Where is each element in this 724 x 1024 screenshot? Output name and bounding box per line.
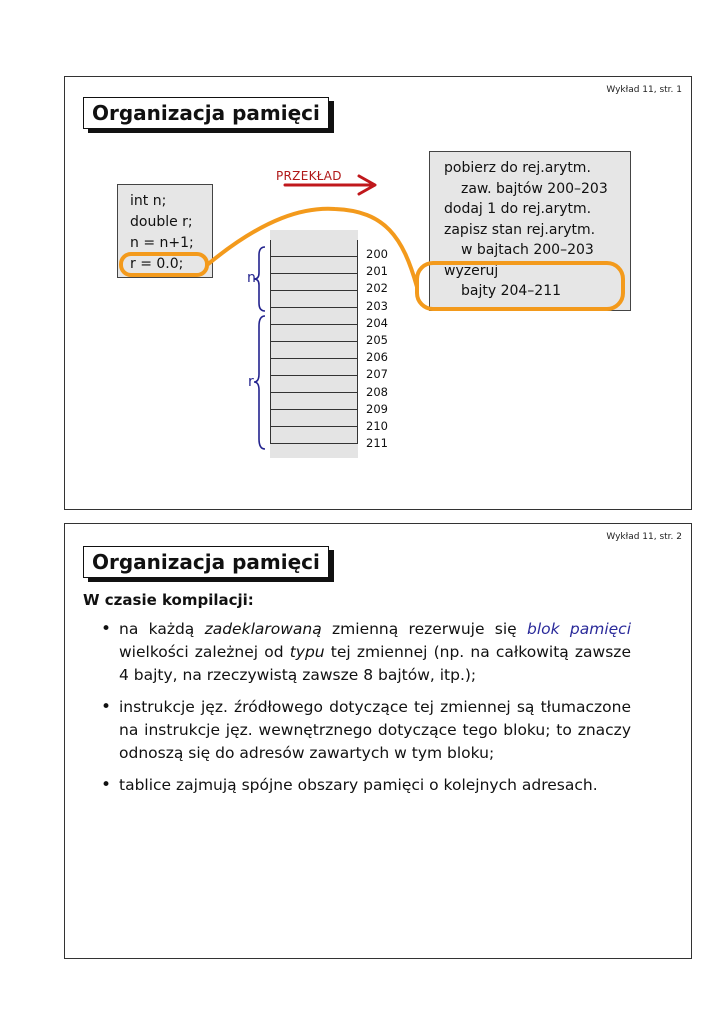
memory-cell — [270, 342, 358, 359]
memory-cell — [270, 240, 358, 257]
address-label: 202 — [366, 281, 388, 296]
slide-1 — [64, 76, 692, 510]
memory-cell — [270, 376, 358, 393]
memory-cell — [270, 308, 358, 325]
code-line: n = n+1; — [130, 235, 194, 251]
memory-cell — [270, 274, 358, 291]
slide-2 — [64, 523, 692, 959]
page-label: Wykład 11, str. 2 — [606, 532, 682, 542]
variable-r-label: r — [248, 374, 254, 390]
memory-cell-top — [270, 230, 358, 240]
memory-cell — [270, 427, 358, 444]
memory-cell — [270, 257, 358, 274]
instruction-line: wyzeruj — [444, 262, 499, 279]
memory-block — [270, 230, 358, 458]
memory-cell — [270, 325, 358, 342]
instruction-line: dodaj 1 do rej.arytm. — [444, 201, 592, 217]
emphasis-text: zadeklarowaną — [204, 620, 322, 638]
memory-cell — [270, 359, 358, 376]
address-label: 206 — [366, 350, 388, 365]
address-label: 203 — [366, 298, 388, 313]
bullet-list — [101, 618, 631, 806]
address-label: 208 — [366, 384, 388, 399]
bullet-text: zmienną rezerwuje się — [321, 620, 527, 638]
code-line: double r; — [130, 214, 193, 230]
address-label: 211 — [366, 436, 388, 451]
bullet-text: tej zmiennej (np. na całkowitą zawsze 4 bajty, na rzeczywistą zawsze 8 bajtów, itp.); — [119, 643, 631, 684]
slide-title: Organizacja pamięci — [83, 546, 329, 578]
instruction-line: bajty 204–211 — [461, 283, 562, 299]
source-code-box — [117, 184, 213, 278]
address-label: 205 — [366, 333, 388, 348]
address-label: 209 — [366, 401, 388, 416]
translation-label: PRZEKŁAD — [276, 169, 342, 183]
instruction-line: w bajtach 200–203 — [461, 242, 594, 258]
bullet-item — [101, 618, 631, 687]
page-label: Wykład 11, str. 1 — [606, 85, 682, 95]
emphasis-text: typu — [289, 643, 325, 661]
brace-r-icon — [254, 316, 265, 449]
instruction-line: zaw. bajtów 200–203 — [461, 180, 608, 197]
memory-cell — [270, 393, 358, 410]
address-label: 210 — [366, 419, 388, 434]
machine-instructions-box — [429, 151, 631, 311]
bullet-text: na każdą — [119, 620, 205, 638]
section-heading: W czasie kompilacji: — [83, 591, 254, 609]
memory-cell-bottom — [270, 444, 358, 458]
slide-title: Organizacja pamięci — [83, 97, 329, 129]
code-line: int n; — [130, 193, 167, 209]
address-list — [366, 246, 388, 452]
highlighted-term: blok pamięci — [527, 620, 632, 638]
address-label: 201 — [366, 264, 388, 279]
code-line: r = 0.0; — [130, 256, 184, 272]
bullet-item: • tablice zajmują spójne obszary pamięci o kolejnych adresach. — [101, 774, 631, 797]
address-label: 207 — [366, 367, 388, 382]
instruction-line: pobierz do rej.arytm. — [444, 160, 591, 176]
memory-cell — [270, 291, 358, 308]
instruction-line: zapisz stan rej.arytm. — [444, 221, 596, 238]
address-label: 204 — [366, 315, 388, 330]
address-label: 200 — [366, 247, 388, 261]
memory-cell — [270, 410, 358, 427]
bullet-text: wielkości zależnej od — [119, 643, 290, 661]
variable-n-label: n — [247, 270, 256, 286]
bullet-item: • instrukcje jęz. źródłowego dotyczące tej zmiennej są tłumaczone na instrukcje jęz. wewnętrznego dotyczące tego bloku; to znaczy odnoszą się do adresów zawartych w tym bloku; — [101, 696, 631, 765]
